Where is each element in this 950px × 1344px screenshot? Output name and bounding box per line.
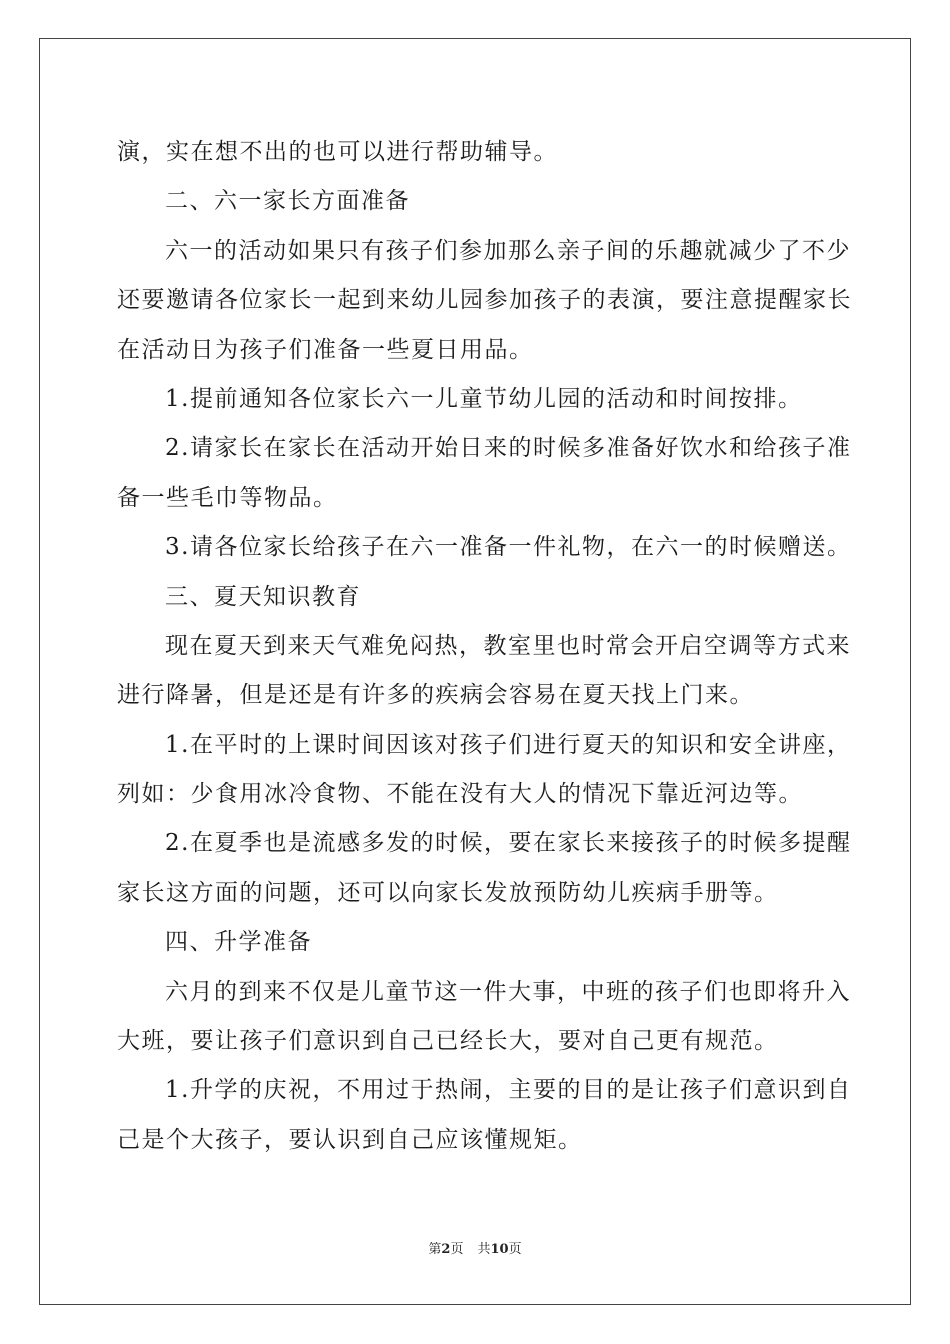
text-line: 进行降暑，但是还是有许多的疾病会容易在夏天找上门来。 [117, 682, 754, 709]
text-line: 家长这方面的问题，还可以向家长发放预防幼儿疾病手册等。 [117, 879, 779, 906]
list-item: 2.在夏季也是流感多发的时候，要在家长来接孩子的时候多提醒 [165, 830, 852, 857]
page-suffix: 页 [450, 1242, 464, 1257]
section-heading: 四、升学准备 [165, 929, 312, 956]
text-line: 列如：少食用冰冷食物、不能在没有大人的情况下靠近河边等。 [117, 781, 803, 808]
page-prefix: 第 [428, 1242, 442, 1257]
list-item: 1.升学的庆祝，不用过于热闹，主要的目的是让孩子们意识到自 [165, 1077, 852, 1104]
section-heading: 三、夏天知识教育 [165, 583, 361, 610]
list-item: 3.请各位家长给孩子在六一准备一件礼物，在六一的时候赠送。 [165, 534, 852, 561]
text-line: 六一的活动如果只有孩子们参加那么亲子间的乐趣就减少了不少 [165, 237, 851, 264]
list-item: 1.提前通知各位家长六一儿童节幼儿园的活动和时间按排。 [165, 385, 803, 412]
page-number: 2 [441, 1242, 451, 1257]
total-suffix: 页 [508, 1242, 522, 1257]
section-heading: 二、六一家长方面准备 [165, 188, 410, 215]
text-line: 备一些毛巾等物品。 [117, 484, 338, 511]
text-line: 大班，要让孩子们意识到自己已经长大，要对自己更有规范。 [117, 1028, 779, 1055]
list-item: 1.在平时的上课时间因该对孩子们进行夏天的知识和安全讲座， [165, 731, 852, 758]
total-pages: 10 [490, 1242, 509, 1257]
total-prefix: 共 [477, 1242, 491, 1257]
text-line: 还要邀请各位家长一起到来幼儿园参加孩子的表演，要注意提醒家长 [117, 287, 852, 314]
text-line: 演，实在想不出的也可以进行帮助辅导。 [117, 139, 558, 165]
page-footer [0, 1238, 950, 1257]
document-body [117, 128, 852, 1165]
text-line: 在活动日为孩子们准备一些夏日用品。 [117, 336, 534, 363]
list-item: 2.请家长在家长在活动开始日来的时候多准备好饮水和给孩子准 [165, 435, 852, 462]
text-line: 六月的到来不仅是儿童节这一件大事，中班的孩子们也即将升入 [165, 978, 851, 1005]
text-line: 己是个大孩子，要认识到自己应该懂规矩。 [117, 1126, 583, 1153]
text-line: 现在夏天到来天气难免闷热，教室里也时常会开启空调等方式来 [165, 632, 851, 659]
